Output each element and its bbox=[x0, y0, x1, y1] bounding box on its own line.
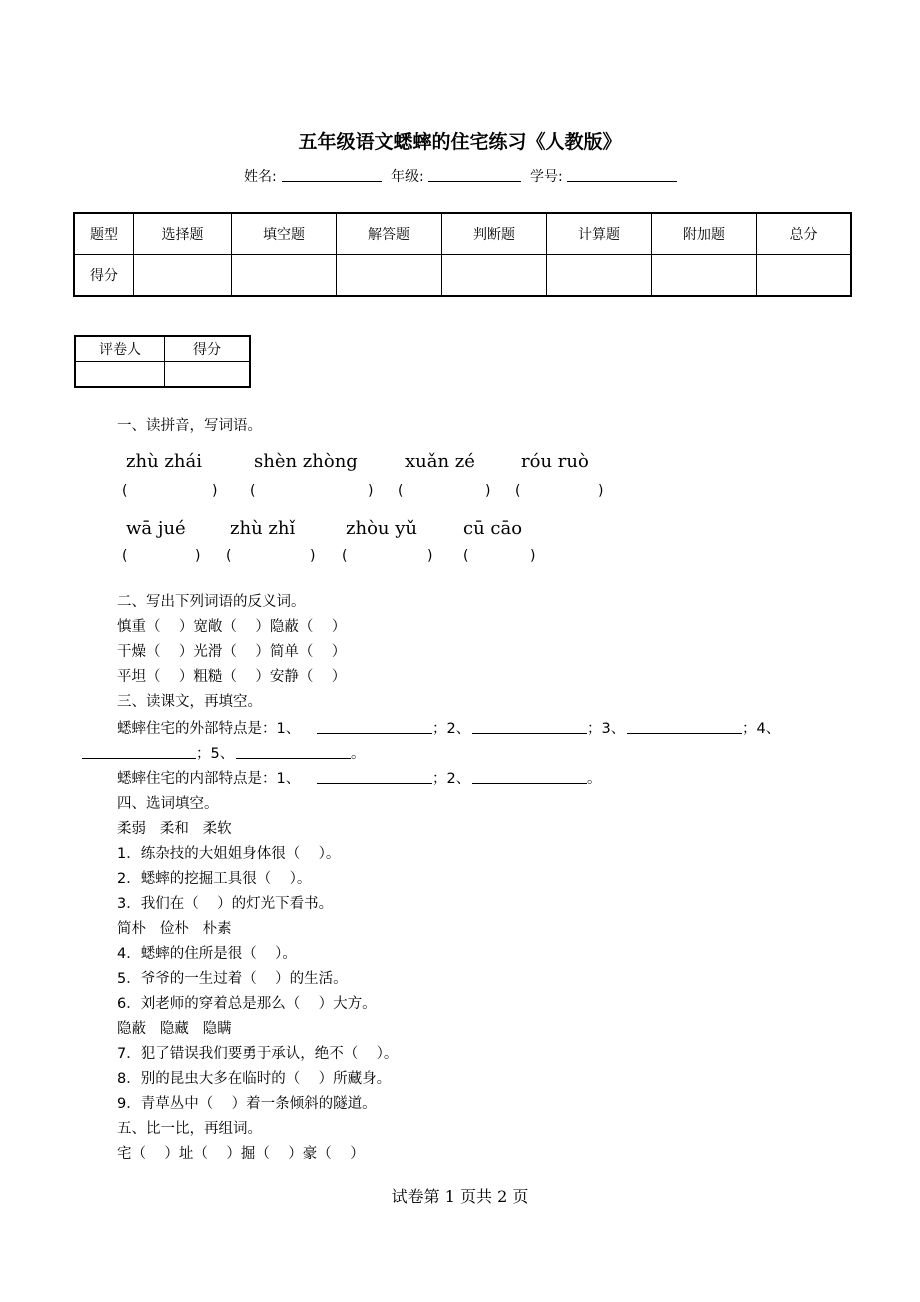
pinyin-item: róu ruò bbox=[521, 451, 589, 472]
pinyin-item: xuǎn zé bbox=[405, 451, 475, 472]
score-table-header-cell: 填空题 bbox=[232, 213, 337, 255]
question-item: 9．青草丛中（ ）着一条倾斜的隧道。 bbox=[117, 1096, 377, 1112]
question-item: 7．犯了错误我们要勇于承认，绝不（ ）。 bbox=[117, 1046, 399, 1062]
score-cell[interactable] bbox=[232, 255, 337, 297]
answer-paren-right: ) bbox=[485, 483, 491, 499]
end-mark: 。 bbox=[587, 771, 602, 787]
score-table-header-cell: 判断题 bbox=[442, 213, 547, 255]
question-item: 6．刘老师的穿着总是那么（ ）大方。 bbox=[117, 996, 377, 1012]
section-2-heading: 二、写出下列词语的反义词。 bbox=[117, 594, 306, 610]
antonym-line: 慎重（ ）宽敞（ ）隐蔽（ ） bbox=[117, 619, 347, 635]
answer-paren-right: ) bbox=[212, 483, 218, 499]
student-id-label: 学号: bbox=[530, 169, 563, 185]
question-item: 1．练杂技的大姐姐身体很（ ）。 bbox=[117, 846, 341, 862]
grade-field[interactable] bbox=[428, 166, 521, 182]
answer-paren-right: ) bbox=[598, 483, 604, 499]
grader-table bbox=[74, 335, 251, 388]
answer-paren-right: ) bbox=[427, 548, 433, 564]
word-choices: 柔弱 柔和 柔软 bbox=[117, 821, 232, 837]
student-id-field[interactable] bbox=[567, 166, 677, 182]
question-item: 5．爷爷的一生过着（ ）的生活。 bbox=[117, 971, 348, 987]
name-field[interactable] bbox=[282, 166, 382, 182]
outer-features-prefix: 蟋蟀住宅的外部特点是：1、 bbox=[117, 721, 301, 737]
score-cell[interactable] bbox=[337, 255, 442, 297]
fill-blank[interactable] bbox=[317, 719, 432, 734]
grader-header: 评卷人 bbox=[75, 336, 165, 362]
inner-features-prefix: 蟋蟀住宅的内部特点是：1、 bbox=[117, 771, 301, 787]
grader-cell[interactable] bbox=[75, 362, 165, 388]
blank-separator: ；2、 bbox=[432, 771, 471, 787]
name-label: 姓名: bbox=[244, 169, 277, 185]
score-table-header-cell: 选择题 bbox=[134, 213, 232, 255]
question-item: 4．蟋蟀的住所是很（ ）。 bbox=[117, 946, 297, 962]
question-item: 2．蟋蟀的挖掘工具很（ ）。 bbox=[117, 871, 312, 887]
pinyin-item: zhòu yǔ bbox=[346, 518, 417, 539]
score-cell[interactable] bbox=[134, 255, 232, 297]
answer-paren-left: ( bbox=[122, 548, 128, 564]
blank-separator: ；4、 bbox=[742, 721, 781, 737]
pinyin-item: zhù zhǐ bbox=[230, 518, 296, 539]
compare-words-line: 宅（ ）址（ ）掘（ ）豪（ ） bbox=[117, 1146, 365, 1162]
section-4-heading: 四、选词填空。 bbox=[117, 796, 219, 812]
fill-blank[interactable] bbox=[627, 719, 742, 734]
answer-paren-right: ) bbox=[310, 548, 316, 564]
answer-paren-right: ) bbox=[368, 483, 374, 499]
score-table-header-cell: 解答题 bbox=[337, 213, 442, 255]
score-table-header-cell: 题型 bbox=[74, 213, 134, 255]
page-footer: 试卷第 1 页共 2 页 bbox=[391, 1187, 529, 1206]
antonym-line: 干燥（ ）光滑（ ）简单（ ） bbox=[117, 644, 347, 660]
fill-blank[interactable] bbox=[472, 769, 587, 784]
score-table-header-cell: 总分 bbox=[757, 213, 852, 255]
score-cell[interactable] bbox=[547, 255, 652, 297]
fill-blank[interactable] bbox=[472, 719, 587, 734]
score-table-score-row bbox=[74, 255, 851, 297]
answer-paren-left: ( bbox=[342, 548, 348, 564]
section-3-heading: 三、读课文，再填空。 bbox=[117, 694, 262, 710]
pinyin-item: cū cāo bbox=[463, 518, 523, 539]
page-title: 五年级语文蟋蟀的住宅练习《人教版》 bbox=[298, 131, 622, 153]
pinyin-item: zhù zhái bbox=[126, 451, 202, 472]
score-cell[interactable] bbox=[442, 255, 547, 297]
end-mark: 。 bbox=[351, 746, 366, 762]
fill-blank[interactable] bbox=[317, 769, 432, 784]
section-1-heading: 一、读拼音，写词语。 bbox=[117, 418, 262, 434]
question-item: 8．别的昆虫大多在临时的（ ）所藏身。 bbox=[117, 1071, 392, 1087]
answer-paren-left: ( bbox=[122, 483, 128, 499]
answer-paren-left: ( bbox=[226, 548, 232, 564]
score-cell[interactable] bbox=[652, 255, 757, 297]
answer-paren-right: ) bbox=[530, 548, 536, 564]
blank-separator: ；3、 bbox=[587, 721, 626, 737]
section-5-heading: 五、比一比，再组词。 bbox=[117, 1121, 262, 1137]
word-choices: 简朴 俭朴 朴素 bbox=[117, 921, 232, 937]
answer-paren-left: ( bbox=[250, 483, 256, 499]
grader-score-cell[interactable] bbox=[165, 362, 251, 388]
score-table-header-cell: 附加题 bbox=[652, 213, 757, 255]
answer-paren-left: ( bbox=[398, 483, 404, 499]
blank-separator: ；5、 bbox=[196, 746, 235, 762]
pinyin-item: shèn zhòng bbox=[254, 451, 358, 472]
antonym-line: 平坦（ ）粗糙（ ）安静（ ） bbox=[117, 669, 347, 685]
fill-blank[interactable] bbox=[82, 744, 196, 759]
grader-score-header: 得分 bbox=[165, 336, 251, 362]
word-choices: 隐蔽 隐藏 隐瞒 bbox=[117, 1021, 232, 1037]
fill-blank[interactable] bbox=[236, 744, 351, 759]
score-table bbox=[73, 212, 852, 297]
score-cell[interactable] bbox=[757, 255, 852, 297]
blank-separator: ；2、 bbox=[432, 721, 471, 737]
score-row-label: 得分 bbox=[74, 255, 134, 297]
answer-paren-left: ( bbox=[463, 548, 469, 564]
grade-label: 年级: bbox=[391, 169, 424, 185]
pinyin-item: wā jué bbox=[126, 518, 186, 539]
score-table-header-row bbox=[74, 213, 851, 255]
answer-paren-left: ( bbox=[515, 483, 521, 499]
answer-paren-right: ) bbox=[195, 548, 201, 564]
score-table-header-cell: 计算题 bbox=[547, 213, 652, 255]
question-item: 3．我们在（ ）的灯光下看书。 bbox=[117, 896, 334, 912]
